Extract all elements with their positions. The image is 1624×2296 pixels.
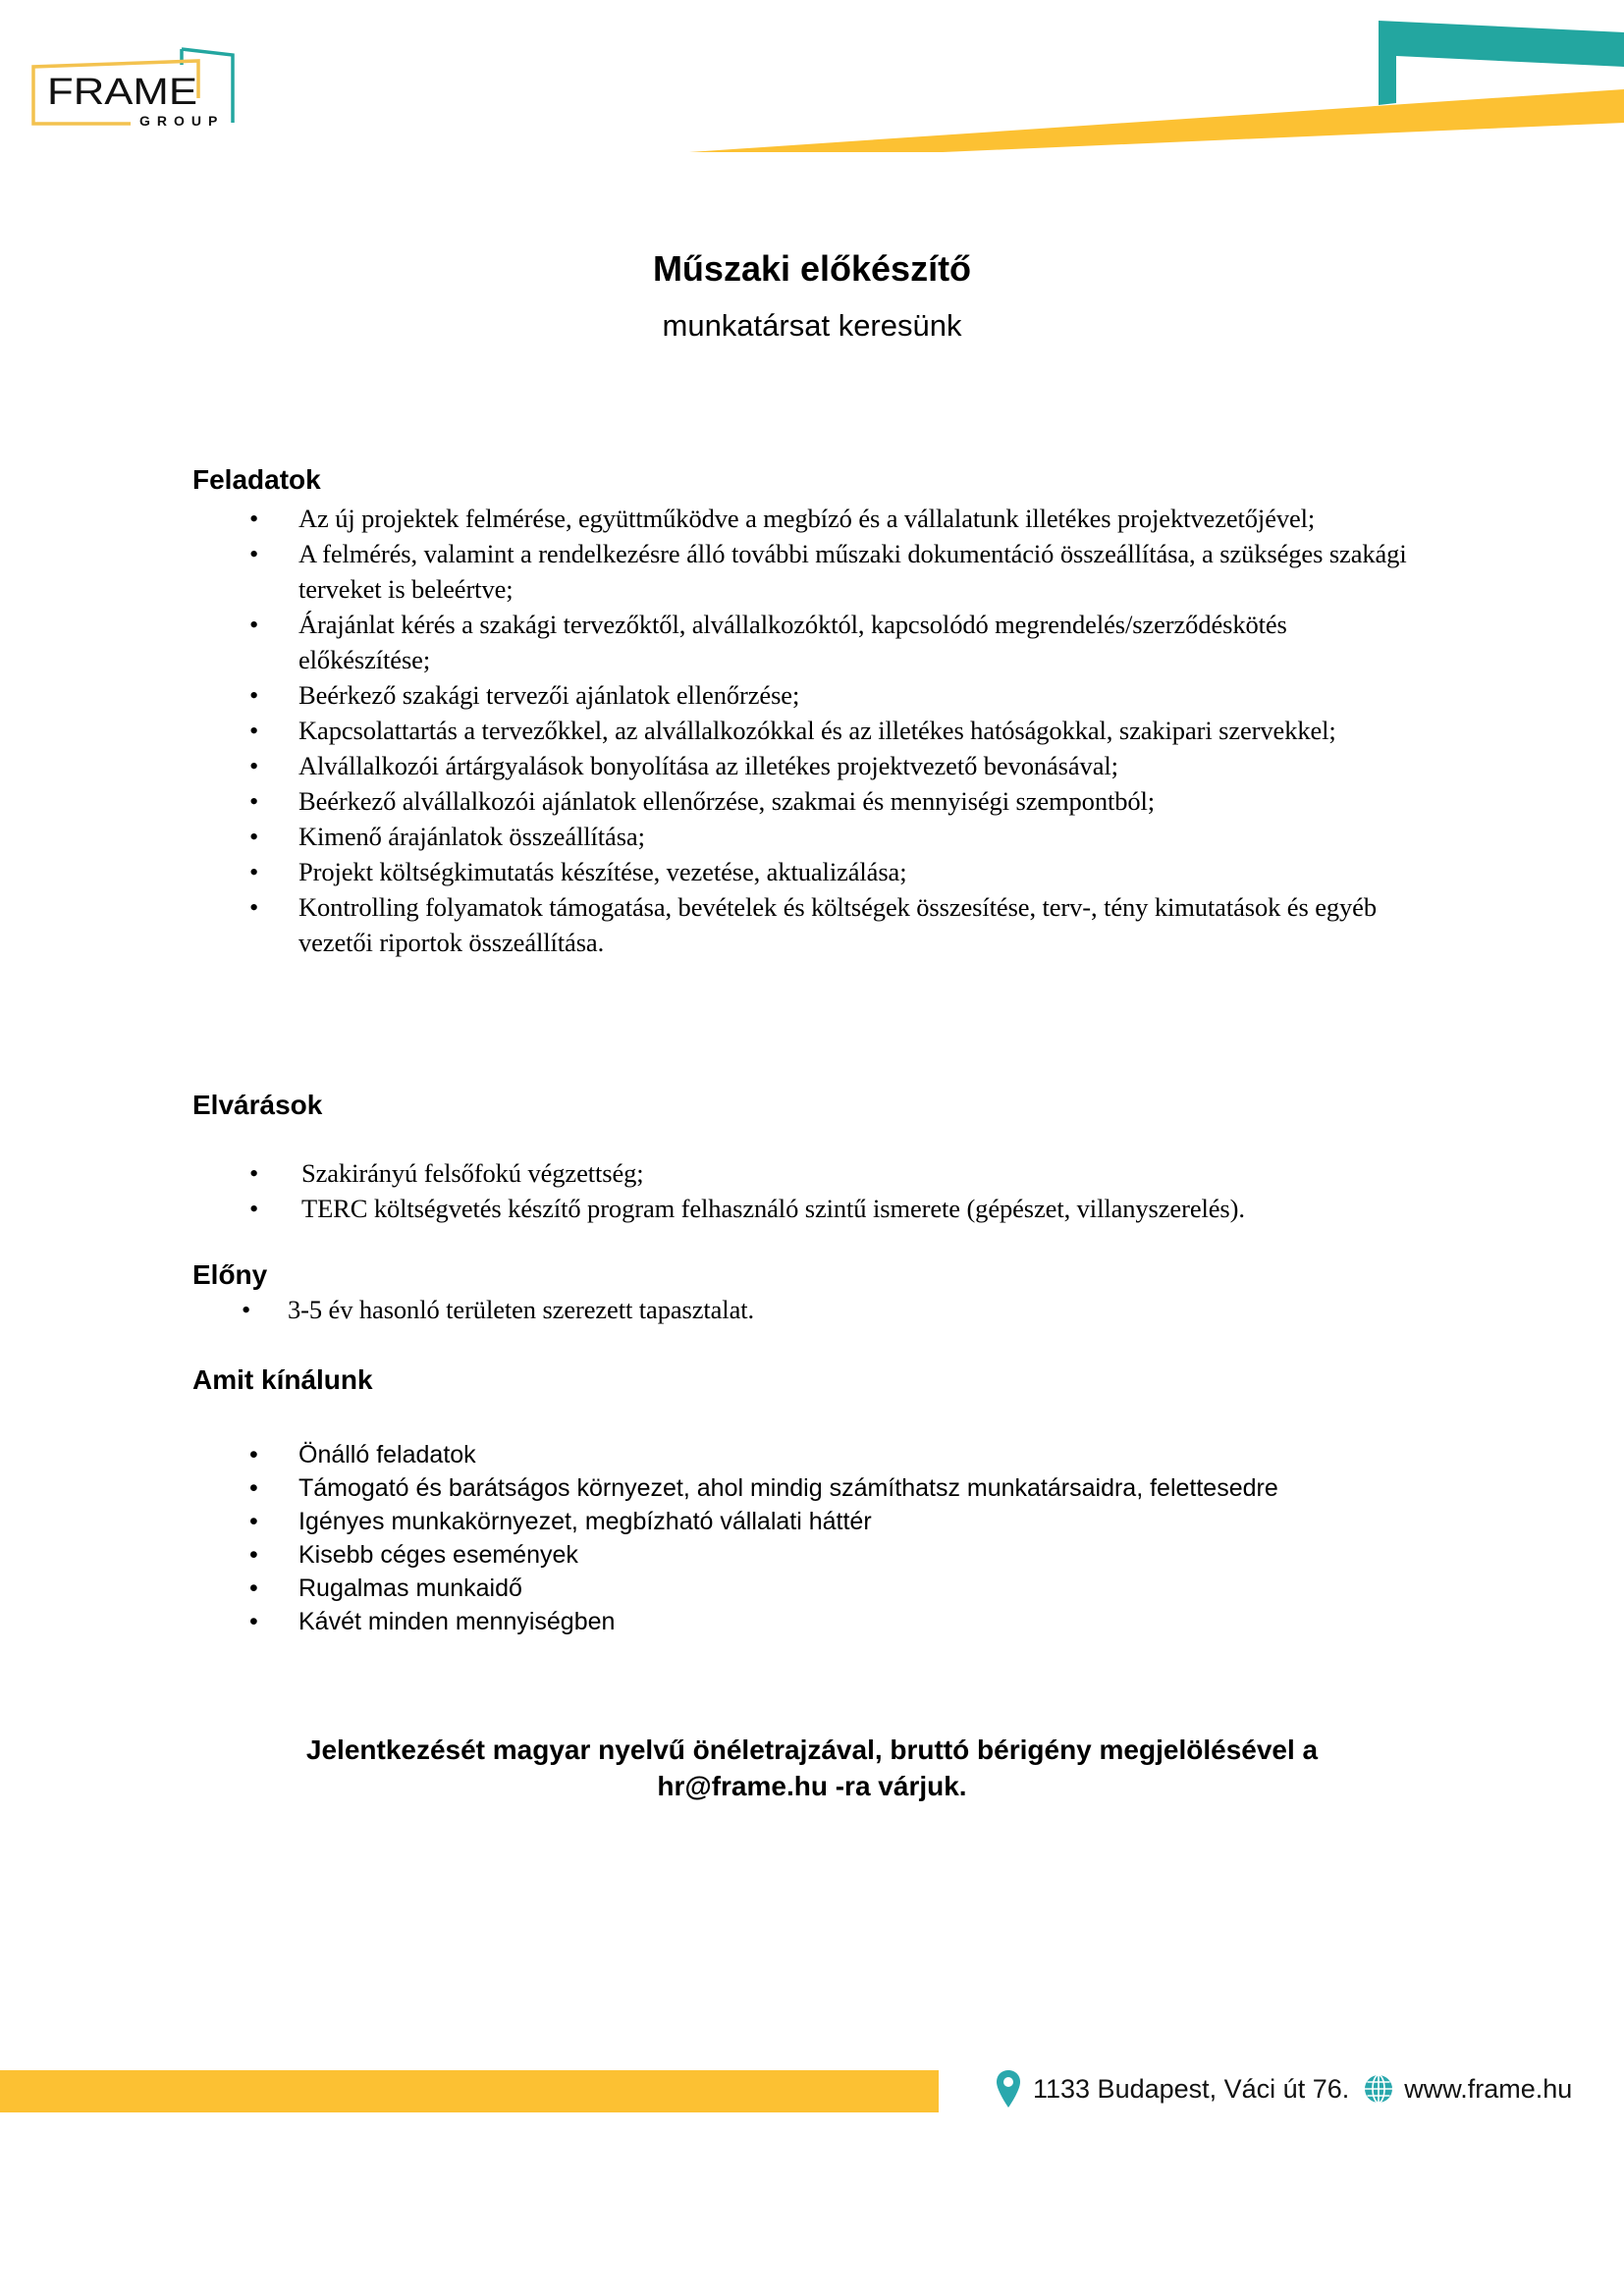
bullet-icon: • [242, 1294, 251, 1324]
list-item: • Önálló feladatok [192, 1438, 1469, 1471]
list-item: • Szakirányú felsőfokú végzettség; [192, 1155, 1469, 1191]
bullet-icon: • [249, 715, 259, 745]
bullet-icon: • [249, 1540, 258, 1569]
list-item: • 3-5 év hasonló területen szerezett tapasztalat. [192, 1292, 1420, 1327]
list-item: • Projekt költségkimutatás készítése, vezetése, aktualizálása; [192, 854, 1420, 889]
footer-address: 1133 Budapest, Váci út 76. [1033, 2073, 1350, 2104]
page-subtitle: munkatársat keresünk [662, 308, 962, 344]
map-pin-icon [996, 2069, 1021, 2109]
footer-contact [996, 2057, 1572, 2120]
elvarasok-list [192, 1155, 1469, 1226]
bullet-icon: • [249, 821, 259, 851]
bullet-icon: • [249, 1507, 258, 1535]
logo-word: FRAME [47, 72, 197, 113]
frame-group-logo [29, 27, 236, 131]
section-elony [192, 1258, 1420, 1327]
list-item: • Támogató és barátságos környezet, ahol mindig számíthatsz munkatársaidra, felettesedre [192, 1471, 1469, 1505]
yellow-stripe-shape [689, 89, 1624, 152]
footer-website[interactable]: www.frame.hu [1404, 2073, 1573, 2104]
bullet-icon: • [249, 856, 259, 886]
list-item: • Kapcsolattartás a tervezőkkel, az alvállalkozókkal és az illetékes hatóságokkal, szakipari szervekkel; [192, 713, 1420, 748]
section-heading-feladatok: Feladatok [192, 464, 321, 495]
list-item: • A felmérés, valamint a rendelkezésre álló további műszaki dokumentáció összeállítása, a szükséges szakági terveket is beleértve; [192, 536, 1420, 607]
footer-yellow-bar [0, 2070, 939, 2112]
list-item: • TERC költségvetés készítő program felhasználó szintű ismerete (gépészet, villanyszerelés). [192, 1191, 1469, 1226]
feladatok-list [192, 501, 1420, 960]
list-item: • Árajánlat kérés a szakági tervezőktől, alvállalkozóktól, kapcsolódó megrendelés/szerződéskötés előkészítése; [192, 607, 1420, 677]
bullet-icon: • [249, 1607, 258, 1635]
section-heading-elony: Előny [192, 1259, 268, 1290]
application-line-1: Jelentkezését magyar nyelvű önéletrajzával, bruttó bérigény megjelölésével a [305, 1735, 1319, 1765]
bullet-icon: • [249, 1440, 258, 1468]
bullet-icon: • [249, 1473, 258, 1502]
logo-sub: GROUP [139, 113, 225, 129]
kinalunk-list [192, 1438, 1469, 1638]
bullet-icon: • [249, 538, 259, 568]
section-elvarasok [192, 1089, 1469, 1226]
section-feladatok [192, 463, 1420, 960]
bullet-icon: • [249, 503, 259, 533]
bullet-icon: • [249, 750, 259, 780]
bullet-icon: • [249, 785, 259, 816]
list-item: • Kimenő árajánlatok összeállítása; [192, 819, 1420, 854]
application-line-2: hr@frame.hu -ra várjuk. [657, 1771, 967, 1801]
bullet-icon: • [249, 891, 259, 922]
list-item: • Az új projektek felmérése, együttműködve a megbízó és a vállalatunk illetékes projektvezetőjével; [192, 501, 1420, 536]
list-item: • Beérkező alvállalkozói ajánlatok ellenőrzése, szakmai és mennyiségi szempontból; [192, 783, 1420, 819]
bullet-icon: • [249, 1157, 259, 1188]
list-item: • Alvállalkozói ártárgyalások bonyolítása az illetékes projektvezető bevonásával; [192, 748, 1420, 783]
list-item: • Kontrolling folyamatok támogatása, bevételek és költségek összesítése, terv-, tény kimutatások és egyéb vezetői riportok összeállítása. [192, 889, 1420, 960]
section-heading-elvarasok: Elvárások [192, 1090, 323, 1120]
section-heading-kinalunk: Amit kínálunk [192, 1364, 373, 1395]
list-item: • Kisebb céges események [192, 1538, 1469, 1572]
title-block [0, 247, 1624, 344]
globe-icon [1363, 2073, 1394, 2105]
bullet-icon: • [249, 679, 259, 710]
bullet-icon: • [249, 609, 259, 639]
bullet-icon: • [249, 1193, 259, 1223]
bullet-icon: • [249, 1574, 258, 1602]
list-item: • Beérkező szakági tervezői ajánlatok ellenőrzése; [192, 677, 1420, 713]
elony-list [192, 1292, 1420, 1327]
list-item: • Kávét minden mennyiségben [192, 1605, 1469, 1638]
header-decoration [677, 0, 1624, 167]
section-amit-kinalunk [192, 1363, 1469, 1638]
list-item: • Igényes munkakörnyezet, megbízható vállalati háttér [192, 1505, 1469, 1538]
application-note [0, 1732, 1624, 1804]
page-title: Műszaki előkészítő [652, 248, 972, 289]
list-item: • Rugalmas munkaidő [192, 1572, 1469, 1605]
